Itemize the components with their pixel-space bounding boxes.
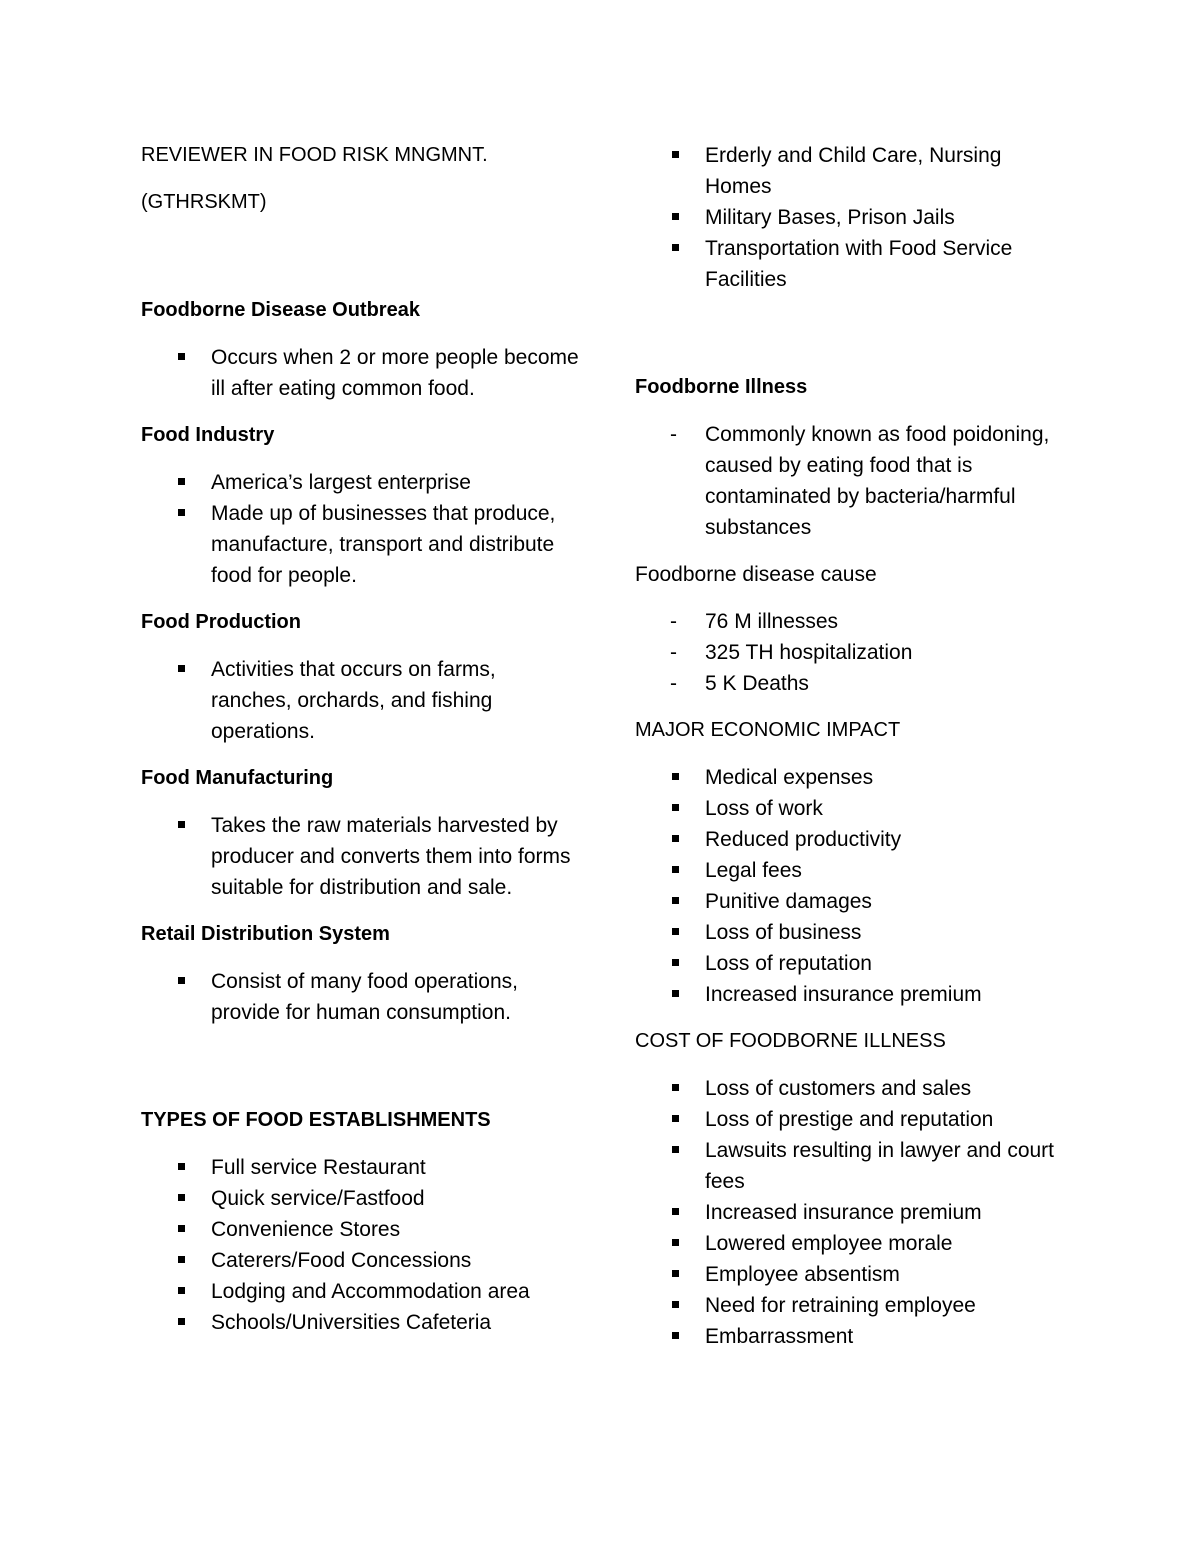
heading-foodborne-disease-cause: Foodborne disease cause: [635, 563, 877, 586]
list-item: Lawsuits resulting in lawyer and court fees: [705, 1135, 1055, 1197]
outbreak-list: [141, 342, 581, 404]
document-title: REVIEWER IN FOOD RISK MNGMNT.: [141, 144, 488, 166]
list-item: Consist of many food operations, provide for human consumption.: [211, 966, 581, 1028]
list-item: Loss of customers and sales: [705, 1073, 1055, 1104]
list-item: Need for retraining employee: [705, 1290, 1055, 1321]
list-item: Schools/Universities Cafeteria: [211, 1307, 581, 1338]
list-item: Increased insurance premium: [705, 979, 1055, 1010]
production-list: [141, 654, 581, 747]
list-item: Loss of work: [705, 793, 1055, 824]
list-item: Military Bases, Prison Jails: [705, 202, 1055, 233]
types-list: [141, 1152, 581, 1338]
list-item: Full service Restaurant: [211, 1152, 581, 1183]
list-item: America’s largest enterprise: [211, 467, 581, 498]
heading-foodborne-illness: Foodborne Illness: [635, 376, 808, 398]
heading-food-manufacturing: Food Manufacturing: [141, 767, 334, 789]
list-item: - 76 M illnesses: [705, 606, 1055, 637]
list-item: Loss of business: [705, 917, 1055, 948]
heading-foodborne-disease-outbreak: Foodborne Disease Outbreak: [141, 299, 420, 321]
list-item: Loss of prestige and reputation: [705, 1104, 1055, 1135]
heading-cost-of-foodborne-illness: COST OF FOODBORNE ILLNESS: [635, 1030, 946, 1052]
right-column: [635, 140, 1055, 1352]
list-item: Quick service/Fastfood: [211, 1183, 581, 1214]
types-list-continued: [635, 140, 1055, 295]
list-item: Convenience Stores: [211, 1214, 581, 1245]
list-item: Punitive damages: [705, 886, 1055, 917]
cost-list: [635, 1073, 1055, 1352]
list-item: Legal fees: [705, 855, 1055, 886]
list-item: Caterers/Food Concessions: [211, 1245, 581, 1276]
list-item: Medical expenses: [705, 762, 1055, 793]
list-item: Lodging and Accommodation area: [211, 1276, 581, 1307]
heading-types-of-food-establishments: TYPES OF FOOD ESTABLISHMENTS: [141, 1109, 491, 1131]
list-item: Reduced productivity: [705, 824, 1055, 855]
list-item: Activities that occurs on farms, ranches, orchards, and fishing operations.: [211, 654, 581, 747]
list-item: - Commonly known as food poidoning, caused by eating food that is contaminated by bacteria/harmful substances: [705, 419, 1055, 543]
heading-major-economic-impact: MAJOR ECONOMIC IMPACT: [635, 719, 901, 741]
impact-list: [635, 762, 1055, 1010]
list-item: - 325 TH hospitalization: [705, 637, 1055, 668]
list-item: Embarrassment: [705, 1321, 1055, 1352]
illness-list: [635, 419, 1055, 543]
list-item: Transportation with Food Service Facilities: [705, 233, 1055, 295]
list-item: Takes the raw materials harvested by producer and converts them into forms suitable for distribution and sale.: [211, 810, 581, 903]
heading-food-industry: Food Industry: [141, 424, 275, 446]
list-item: Lowered employee morale: [705, 1228, 1055, 1259]
heading-retail-distribution-system: Retail Distribution System: [141, 923, 390, 945]
list-item: - 5 K Deaths: [705, 668, 1055, 699]
left-column: [141, 140, 581, 1338]
industry-list: [141, 467, 581, 591]
list-item: Increased insurance premium: [705, 1197, 1055, 1228]
heading-food-production: Food Production: [141, 611, 301, 633]
manufacturing-list: [141, 810, 581, 903]
list-item: Made up of businesses that produce, manufacture, transport and distribute food for people.: [211, 498, 581, 591]
cause-list: [635, 606, 1055, 699]
list-item: Loss of reputation: [705, 948, 1055, 979]
list-item: Erderly and Child Care, Nursing Homes: [705, 140, 1055, 202]
retail-list: [141, 966, 581, 1028]
document-code: (GTHRSKMT): [141, 191, 267, 213]
list-item: Occurs when 2 or more people become ill after eating common food.: [211, 342, 581, 404]
list-item: Employee absentism: [705, 1259, 1055, 1290]
